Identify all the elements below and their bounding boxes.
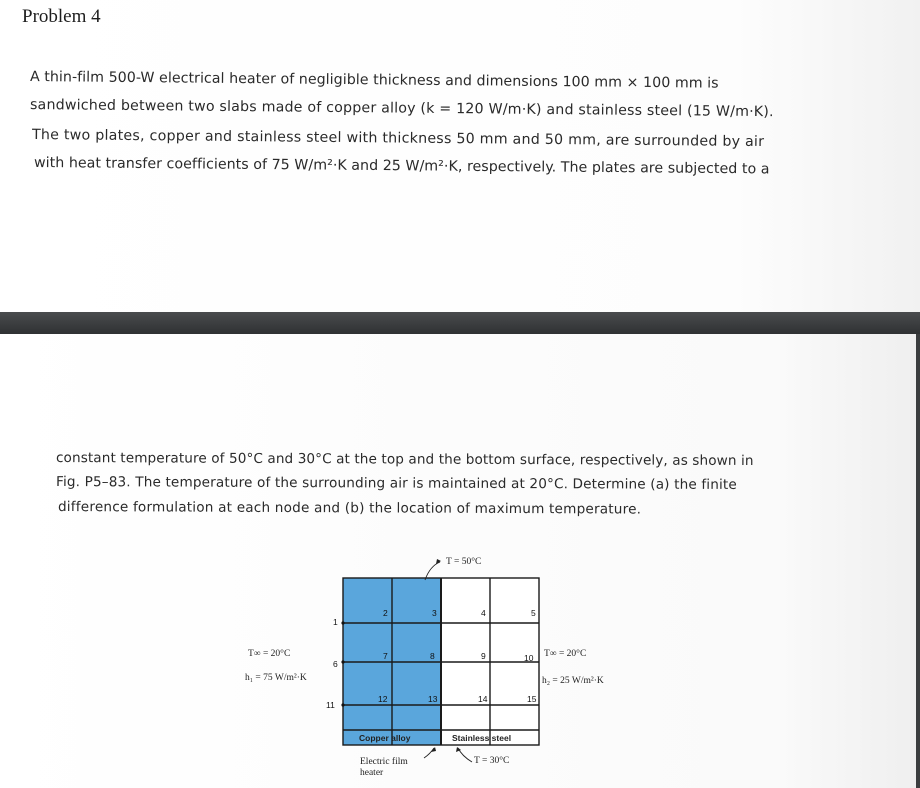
problem-heading: Problem 4 bbox=[22, 6, 101, 27]
node-label: 12 bbox=[378, 694, 388, 704]
node-label: 13 bbox=[428, 694, 438, 704]
node-dot bbox=[341, 703, 344, 706]
copper-caption: Copper alloy bbox=[359, 733, 411, 743]
node-dot bbox=[341, 660, 344, 663]
heater-leader bbox=[424, 748, 434, 758]
paragraph-line-4: with heat transfer coefficients of 75 W/m²·K and 25 W/m²·K, respectively. The plates are subjected to a bbox=[33, 155, 770, 178]
node-label: 2 bbox=[383, 608, 388, 618]
paragraph-line-3: The two plates, copper and stainless steel with thickness 50 mm and 50 mm, are surrounded by air bbox=[31, 127, 765, 151]
node-label: 5 bbox=[531, 608, 536, 618]
right-air-temperature-label: T∞ = 20°C bbox=[544, 649, 587, 659]
right-h-label: h₂ = 25 W/m²·K bbox=[542, 676, 604, 686]
arrow-icon bbox=[431, 747, 436, 752]
top-temperature-label: T = 50°C bbox=[446, 557, 482, 567]
top-temp-leader bbox=[425, 562, 440, 580]
paragraph-line-7: difference formulation at each node and (b) the location of maximum temperature. bbox=[57, 499, 642, 518]
left-air-temperature-label: T∞ = 20°C bbox=[248, 649, 291, 659]
bottom-temperature-label: T = 30°C bbox=[474, 756, 510, 766]
paragraph-line-2: sandwiched between two slabs made of copper alloy (k = 120 W/m·K) and stainless steel (15 W/m·K). bbox=[29, 97, 774, 121]
node-label: 11 bbox=[326, 700, 335, 710]
node-label: 9 bbox=[481, 651, 486, 661]
node-label: 1 bbox=[333, 617, 338, 627]
paragraph-line-5: constant temperature of 50°C and 30°C at the top and the bottom surface, respectively, as shown in bbox=[55, 450, 754, 470]
steel-caption: Stainless steel bbox=[452, 733, 512, 743]
node-label: 3 bbox=[432, 608, 437, 618]
node-label: 6 bbox=[333, 659, 338, 669]
node-label: 10 bbox=[524, 653, 534, 663]
left-h-label: h₁ = 75 W/m²·K bbox=[245, 673, 307, 683]
node-label: 8 bbox=[430, 651, 435, 661]
node-label: 7 bbox=[383, 651, 388, 661]
paragraph-line-6: Fig. P5–83. The temperature of the surrounding air is maintained at 20°C. Determine (a) the finite bbox=[55, 474, 737, 493]
paragraph-line-1: A thin-film 500-W electrical heater of negligible thickness and dimensions 100 mm × 100 mm is bbox=[29, 69, 719, 92]
node-label: 15 bbox=[527, 694, 537, 704]
arrow-icon bbox=[436, 559, 441, 564]
node-label: 14 bbox=[478, 694, 488, 704]
node-label: 4 bbox=[481, 608, 486, 618]
heater-caption-line-1: Electric film bbox=[360, 757, 408, 767]
heater-caption-line-2: heater bbox=[360, 768, 384, 778]
node-dot bbox=[341, 621, 344, 624]
